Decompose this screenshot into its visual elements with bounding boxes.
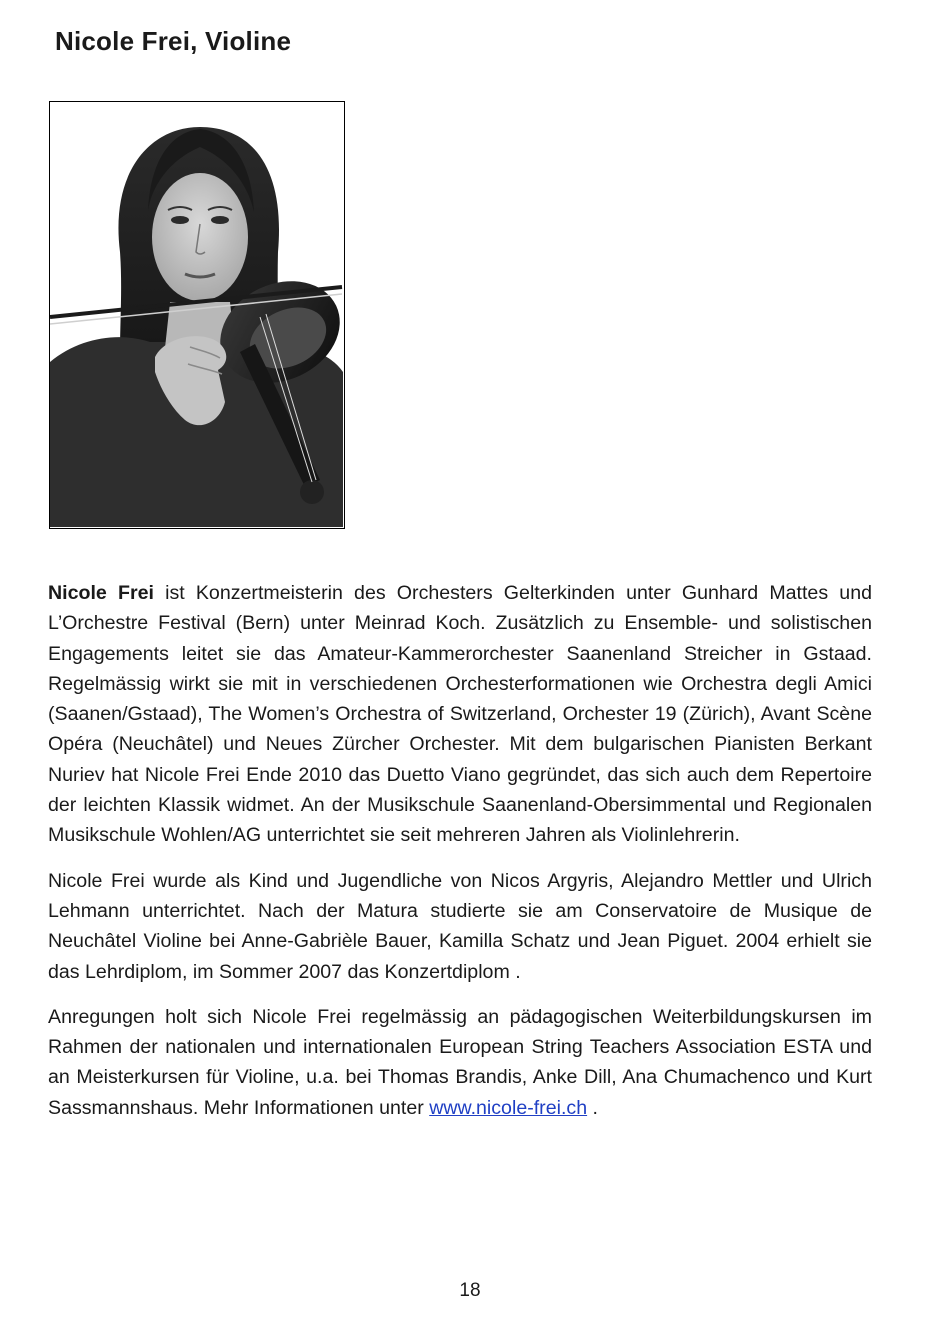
page-number: 18 (459, 1280, 481, 1301)
page-title: Nicole Frei, Violine (55, 26, 292, 56)
paragraph-3-text: Anregungen holt sich Nicole Frei regelmässig an pädagogischen Weiterbildungskursen im Rahmen der nationalen und internationalen European String Teachers Association ESTA und an Meisterkursen für Violine, u.a. bei Thomas Brandis, Anke Dill, Ana Chumachenco und Kurt Sassmannshaus. Mehr Informationen unter (48, 1005, 872, 1119)
biography-paragraph-2 (48, 866, 872, 987)
biography-paragraph-1 (48, 578, 872, 851)
paragraph-3-tail: . (587, 1096, 598, 1119)
website-link[interactable]: www.nicole-frei.ch (429, 1096, 588, 1119)
biography-text (48, 578, 872, 1138)
violinist-portrait-icon (50, 102, 343, 527)
paragraph-2-text: Nicole Frei wurde als Kind und Jugendliche von Nicos Argyris, Alejandro Mettler und Ulrich Lehmann unterrichtet. Nach der Matura studierte sie am Conservatoire de Musique de Neuchâtel Violine bei Anne-Gabrièle Bauer, Kamilla Schatz und Jean Piguet. 2004 erhielt sie das Lehrdiplom, im Sommer 2007 das Konzertdiplom . (48, 869, 872, 983)
portrait-photo (49, 101, 345, 529)
biography-paragraph-3 (48, 1002, 872, 1123)
paragraph-1-text: ist Konzertmeisterin des Orchesters Gelterkinden unter Gunhard Mattes und L’Orchestre Festival (Bern) unter Meinrad Koch. Zusätzlich zu Ensemble- und solistischen Engagements leitet sie das Amateur-Kammerorchester Saanenland Streicher in Gstaad. Regelmässig wirkt sie mit in verschiedenen Orchesterformationen wie Orchestra degli Amici (Saanen/Gstaad), The Women’s Orchestra of Switzerland, Orchester 19 (Zürich), Avant Scène Opéra (Neuchâtel) und Neues Zürcher Orchester. Mit dem bulgarischen Pianisten Berkant Nuriev hat Nicole Frei Ende 2010 das Duetto Viano gegründet, das sich auch dem Repertoire der leichten Klassik widmet. An der Musikschule Saanenland-Obersimmental und Regionalen Musikschule Wohlen/AG unterrichtet sie seit mehreren Jahren als Violinlehrerin. (48, 582, 872, 847)
artist-name-bold: Nicole Frei (48, 582, 154, 604)
